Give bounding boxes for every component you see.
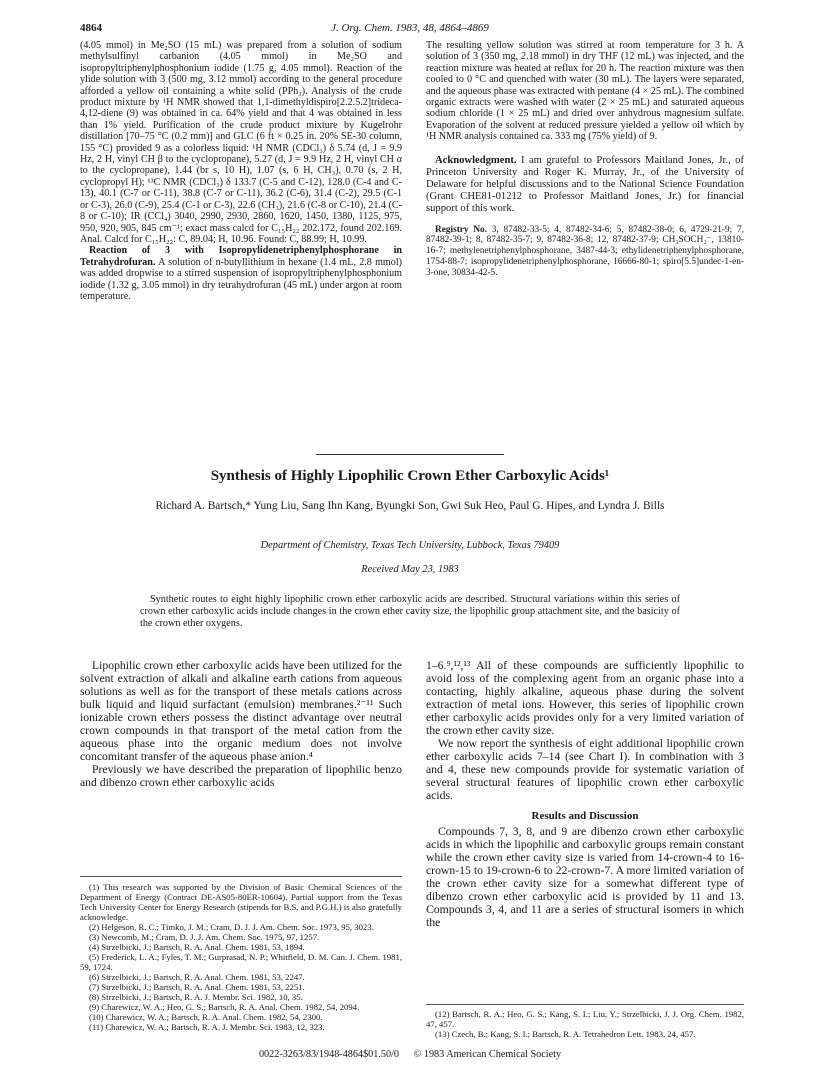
body-paragraph: Lipophilic crown ether carboxylic acids have been utilized for the solvent extraction of alkali and alkaline earth cations from aqueous solutions as well as for the transport of these metals cations across bulk liquid and liquid surfactant (emulsion) membranes.²⁻¹¹ Such ionizable crown ethers possess the distinct advantage over neutral crown compounds in that transport of the metal cation from the aqueous phase into the organic medium does not involve concomitant transfer of the aqueous phase anion.⁴ — [80, 659, 402, 763]
article-code: 0022-3263/83/1948-4864$01.50/0 — [258, 1049, 400, 1060]
footnotes-right — [426, 1009, 744, 1039]
prev-article-procedure — [80, 245, 402, 302]
footnotes-left — [80, 882, 402, 1032]
received-date: Received May 23, 1983 — [361, 564, 459, 575]
footnote: (9) Charewicz, W. A.; Heo, G. S.; Bartsch, R. A. Anal. Chem. 1982, 54, 2094. — [89, 1002, 360, 1012]
body-column-left — [80, 659, 402, 789]
article-affiliation: Department of Chemistry, Texas Tech University, Lubbock, Texas 79409 — [260, 540, 560, 551]
footnote: (10) Charewicz, W. A.; Bartsch, R. A. Anal. Chem. 1982, 54, 2300. — [89, 1012, 323, 1022]
running-header — [80, 22, 740, 36]
footnote: (11) Charewicz, W. A.; Bartsch, R. A. J. Membr. Sci. 1983, 12, 323. — [89, 1022, 325, 1032]
page-footer — [80, 1049, 740, 1060]
footnote: (5) Frederick, L. A.; Fyles, T. M.; Gurprasad, N. P.; Whitfield, D. M. Can. J. Chem. 1981, 59, 1724. — [80, 952, 402, 972]
registry-numbers — [426, 225, 744, 279]
journal-citation: J. Org. Chem. 1983, 48, 4864–4869 — [331, 22, 489, 34]
page-number: 4864 — [80, 22, 102, 34]
procedure-heading: Reaction of 3 with Isopropylidenetriphenylphosphorane in Tetrahydrofuran. — [80, 245, 402, 268]
section-heading: Results and Discussion — [531, 810, 639, 822]
footnote: (12) Bartsch, R. A.; Heo, G. S.; Kang, S. I.; Liu, Y.; Strzelbicki, J. J. Org. Chem. 1982, 47, 457. — [426, 1009, 744, 1029]
registry-heading: Registry No. — [435, 224, 488, 235]
procedure-text: A solution of n-butyllithium in hexane (1.4 mL, 2.8 mmol) was added dropwise to a stirred suspension of isopropyltriphenylphosphonium iodide (1.32 g, 3.05 mmol) in dry tetrahydrofuran (45 mL) under argon at room temperature. — [80, 256, 402, 302]
footnote-rule-left — [80, 876, 402, 877]
footnote: (7) Strzelbicki, J.; Bartsch, R. A. Anal. Chem. 1981, 53, 2251. — [89, 982, 305, 992]
article-title: Synthesis of Highly Lipophilic Crown Ether Carboxylic Acids¹ — [210, 468, 610, 484]
body-paragraph: We now report the synthesis of eight additional lipophilic crown ether carboxylic acids 7–14 (see Chart I). In combination with 3 and 4, these new compounds provide for systematic variation of several structural features of lipophilic crown ether carboxylic acids. — [426, 737, 744, 802]
article-authors: Richard A. Bartsch,* Yung Liu, Sang Ihn Kang, Byungki Son, Gwi Suk Heo, Paul G. Hipes, and Lyndra J. Bills — [155, 500, 665, 512]
registry-text: 3, 87482-33-5; 4, 87482-34-6; 5, 87482-38-0; 6, 4729-21-9; 7, 87482-39-1; 8, 87482-35-7; 9, 87482-36-8; 12, 87482-37-9; CH₃SOCH₂⁻, 13810-16-7; methylenetriphenylphosphorane, 3487-44-3; ethylidenetriphenylphosphorane, 1754-88-7; isopropylidenetriphenylphosphorane, 16666-80-1; spiro[5.5]undec-1-en-3-one, 30834-42-5. — [426, 224, 744, 278]
body-paragraph: Previously we have described the preparation of lipophilic benzo and dibenzo crown ether carboxylic acids — [80, 763, 402, 789]
article-abstract: Synthetic routes to eight highly lipophilic crown ether carboxylic acids are described. Structural variations within this series of crown ether carboxylic acids include changes in the crown ether cavity size, the lipophilic group attachment site, and the basicity of the crown ether oxygens. — [140, 594, 680, 629]
copyright: © 1983 American Chemical Society — [413, 1049, 562, 1060]
body-column-right — [426, 659, 744, 929]
acknowledgment-text: I am grateful to Professors Maitland Jones, Jr., of Princeton University and Roger K. Murray, Jr., of the University of Delaware for helpful discussions and to the National Science Foundation (Grant CHE81-01212 to Professor Maitland Jones, Jr.) for financial support of this work. — [426, 154, 744, 214]
prev-article-column-right — [426, 40, 744, 279]
footnote: (3) Newcomb, M.; Cram, D. J. J. Am. Chem. Soc. 1975, 97, 1257. — [89, 932, 320, 942]
footnote: (4) Strzelbicki, J.; Bartsch, R. A. Anal. Chem. 1981, 53, 1894. — [89, 942, 305, 952]
footnote: (1) This research was supported by the Division of Basic Chemical Sciences of the Department of Energy (Contract DE-AS05-80ER-10604). Partial support from the Texas Tech University Center for Energy Research (stipends for B.S. and P.G.H.) is also gratefully acknowledge. — [80, 882, 402, 922]
footnote: (13) Czech, B.; Kang, S. I.; Bartsch, R. A. Tetrahedron Lett. 1983, 24, 457. — [435, 1029, 696, 1039]
acknowledgment — [426, 155, 744, 215]
prev-article-paragraph: (4.05 mmol) in Me₂SO (15 mL) was prepared from a solution of sodium methylsulfinyl carbanion (4.05 mmol) in Me₂SO and isopropyltriphenylphosphonium iodide (1.75 g, 4.05 mmol). Reaction of the ylide solution with 3 (500 mg, 3.12 mmol) according to the general procedure afforded a yellow oil containing a white solid (PPh₃). Analysis of the crude product mixture by ¹H NMR showed that 1,1-dimethyldispiro[2.2.5.2]trideca-4,12-diene (9) was obtained in ca. 64% yield and that 4 was obtained in less than 1% yield. Purification of the crude product mixture by Kugelrohr distillation [70–75 °C (0.2 mm)] and GLC (6 ft × 0.25 in. 20% SE-30 column, 155 °C) provided 9 as a colorless liquid: ¹H NMR (CDCl₃) δ 5.74 (d, J = 9.9 Hz, 2 H, vinyl CH β to the cyclopropane), 5.27 (d, J = 9.9 Hz, 2 H, vinyl CH α to the cyclopropane), 1.44 (br s, 10 H), 1.07 (s, 6 H, CH₃), 0.70 (s, 2 H, cyclopropyl H); ¹³C NMR (CDCl₃) δ 133.7 (C-5 and C-12), 128.0 (C-4 and C-13), 40.1 (C-7 or C-11), 38.8 (C-7 or C-11), 36.2 (C-6), 31.4 (C-2), 29.5 (C-1 or C-3), 26.0 (C-9), 25.4 (C-1 or C-3), 22.6 (CH₃), 21.6 (C-8 or C-10), 21.4 (C-8 or C-10); IR (CCl₄) 3040, 2990, 2930, 2860, 1620, 1450, 1380, 1125, 975, 950, 920, 905, 845 cm⁻¹; exact mass calcd for C₁₅H₂₂ 202.172, found 202.169. Anal. Calcd for C₁₅H₂₂: C, 89.04; H, 10.96. Found: C, 88.99; H, 10.99. — [80, 40, 402, 245]
footnote: (6) Strzelbicki, J.; Bartsch, R. A. Anal. Chem. 1981, 53, 2247. — [89, 972, 305, 982]
prev-article-paragraph-continued: The resulting yellow solution was stirred at room temperature for 3 h. A solution of 3 (350 mg, 2.18 mmol) in dry THF (12 mL) was injected, and the reaction mixture was heated at reflux for 20 h. The reaction mixture was then cooled to 0 °C and quenched with water (30 mL). The layers were separated, and the aqueous phase was extracted with pentane (4 × 25 mL). The combined organic extracts were washed with water (2 × 25 mL) and saturated aqueous sodium chloride (1 × 25 mL) and dried over anhydrous magnesium sulfate. Evaporation of the solvent at reduced pressure yielded a yellow oil which by ¹H NMR analysis contained ca. 333 mg (75% yield) of 9. — [426, 40, 744, 143]
prev-article-column-left — [80, 40, 402, 302]
article-divider — [316, 454, 504, 455]
acknowledgment-heading: Acknowledgment. — [435, 154, 517, 166]
footnote: (2) Helgeson, R. C.; Timko, J. M.; Cram, D. J. J. Am. Chem. Soc. 1973, 95, 3023. — [89, 922, 374, 932]
footnote: (8) Strzelbicki, J.; Bartsch, R. A. J. Membr. Sci. 1982, 10, 35. — [89, 992, 303, 1002]
footnote-rule-right — [426, 1004, 744, 1005]
body-paragraph: Compounds 7, 3, 8, and 9 are dibenzo crown ether carboxylic acids in which the lipophilic and carboxylic groups remain constant while the crown ether cavity size is varied from 14-crown-4 to 16-crown-15 to 19-crown-6 to 22-crown-7. A more limited variation of the crown ether cavity size for a somewhat different type of dibenzo crown ether carboxylic acid is provided by 11 and 13. Compounds 3, 4, and 11 are a series of structural isomers in which the — [426, 825, 744, 929]
body-paragraph: 1–6.⁹,¹²,¹³ All of these compounds are sufficiently lipophilic to avoid loss of the complexing agent from an organic phase into a contacting, highly alkaline, aqueous phase during the solvent extraction of metal ions. However, this series of lipophilic crown ether carboxylic acids provides only for a very limited variation of the crown ether cavity size. — [426, 659, 744, 737]
